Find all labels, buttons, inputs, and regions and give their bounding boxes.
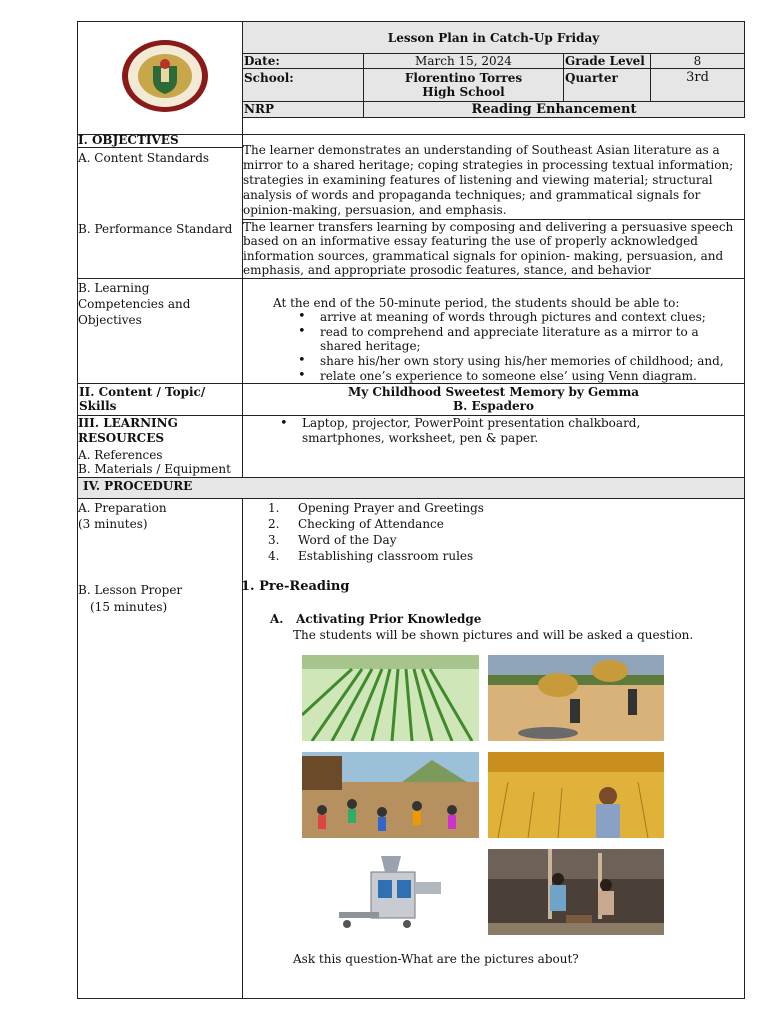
list-item: • arrive at meaning of words through pictures and context clues; [296, 310, 726, 324]
grade-level-label: Grade Level [563, 53, 651, 69]
threshing-picture [488, 655, 664, 741]
preparation-steps [268, 500, 484, 564]
lesson-proper-time: (15 minutes) [90, 600, 168, 614]
materials-label: B. Materials / Equipment [78, 462, 231, 476]
procedure-heading: IV. PROCEDURE [77, 477, 745, 499]
learning-resources-label: III. LEARNING RESOURCES [78, 416, 178, 445]
performance-standard-text: The learner transfers learning by composing and delivering a persuasive speech based on an informative essay featuring the use of properly acknowledged information sources, grammatical signals for opinion- making, persuasion, and emphasis, and appropriate prosodic features, stance, and behavior [243, 220, 734, 277]
rice-mill-machine-picture [333, 852, 456, 932]
performance-standard-label: B. Performance Standard [78, 222, 233, 236]
list-item: • share his/her own story using his/her memories of childhood; and, [296, 354, 726, 368]
resources-list [278, 416, 718, 446]
rice-field-picture [302, 655, 479, 741]
competencies-intro: At the end of the 50-minute period, the students should be able to: [273, 296, 680, 310]
objectives-heading: I. OBJECTIVES [78, 133, 242, 148]
pounding-rice-picture [488, 849, 664, 935]
list-item: • Laptop, projector, PowerPoint presentation chalkboard, smartphones, worksheet, pen & paper. [278, 416, 718, 446]
references-label: A. References [78, 448, 163, 462]
quarter-value: 3rd [650, 68, 745, 102]
lesson-plan-title: Lesson Plan in Catch-Up Friday [242, 21, 745, 54]
list-item: 1. Opening Prayer and Greetings [268, 501, 484, 515]
date-label: Date: [242, 53, 364, 69]
school-value: Florentino Torres High School [363, 68, 564, 102]
content-standards-text: The learner demonstrates an understanding of Southeast Asian literature as a mirror to a shared heritage; coping strategies in processing textual information; strategies in examining features of listening and viewing material; structural analysis of words and propaganda techniques; and grammatical signals for opinion-making, persuasion, and emphasis. [243, 143, 734, 217]
learning-competencies-label: B. Learning Competencies and Objectives [78, 281, 191, 327]
list-item: 4. Establishing classroom rules [268, 549, 474, 563]
list-item: • read to comprehend and appreciate literature as a mirror to a shared heritage; [296, 325, 726, 353]
list-item: 2. Checking of Attendance [268, 517, 444, 531]
pre-reading-heading: 1. Pre-Reading [241, 579, 350, 594]
preparation-time: (3 minutes) [78, 517, 148, 531]
children-playing-picture [302, 752, 479, 838]
activating-prior-knowledge-text: The students will be shown pictures and will be asked a question. [293, 628, 694, 642]
nrp-value: Reading Enhancement [363, 101, 745, 118]
content-standards-label: A. Content Standards [78, 151, 210, 165]
date-value: March 15, 2024 [363, 53, 564, 69]
list-item: 3. Word of the Day [268, 533, 397, 547]
content-topic-title: My Childhood Sweetest Memory by Gemma B. Espadero [242, 383, 745, 416]
preparation-label: A. Preparation [78, 501, 167, 515]
lesson-proper-label: B. Lesson Proper [78, 583, 183, 597]
content-topic-label: II. Content / Topic/ Skills [77, 383, 243, 416]
praying-in-field-picture [488, 752, 664, 838]
nrp-label: NRP [242, 101, 364, 118]
grade-level-value: 8 [650, 53, 745, 69]
school-label: School: [242, 68, 364, 102]
school-logo [120, 38, 210, 114]
activating-prior-knowledge-heading: A. Activating Prior Knowledge [270, 612, 482, 626]
procedure-left-column [77, 498, 243, 999]
competencies-list [296, 310, 726, 383]
list-item: • relate one’s experience to someone else’ using Venn diagram. [296, 369, 726, 383]
question-text: Ask this question-What are the pictures about? [293, 952, 579, 966]
quarter-label: Quarter [563, 68, 651, 102]
